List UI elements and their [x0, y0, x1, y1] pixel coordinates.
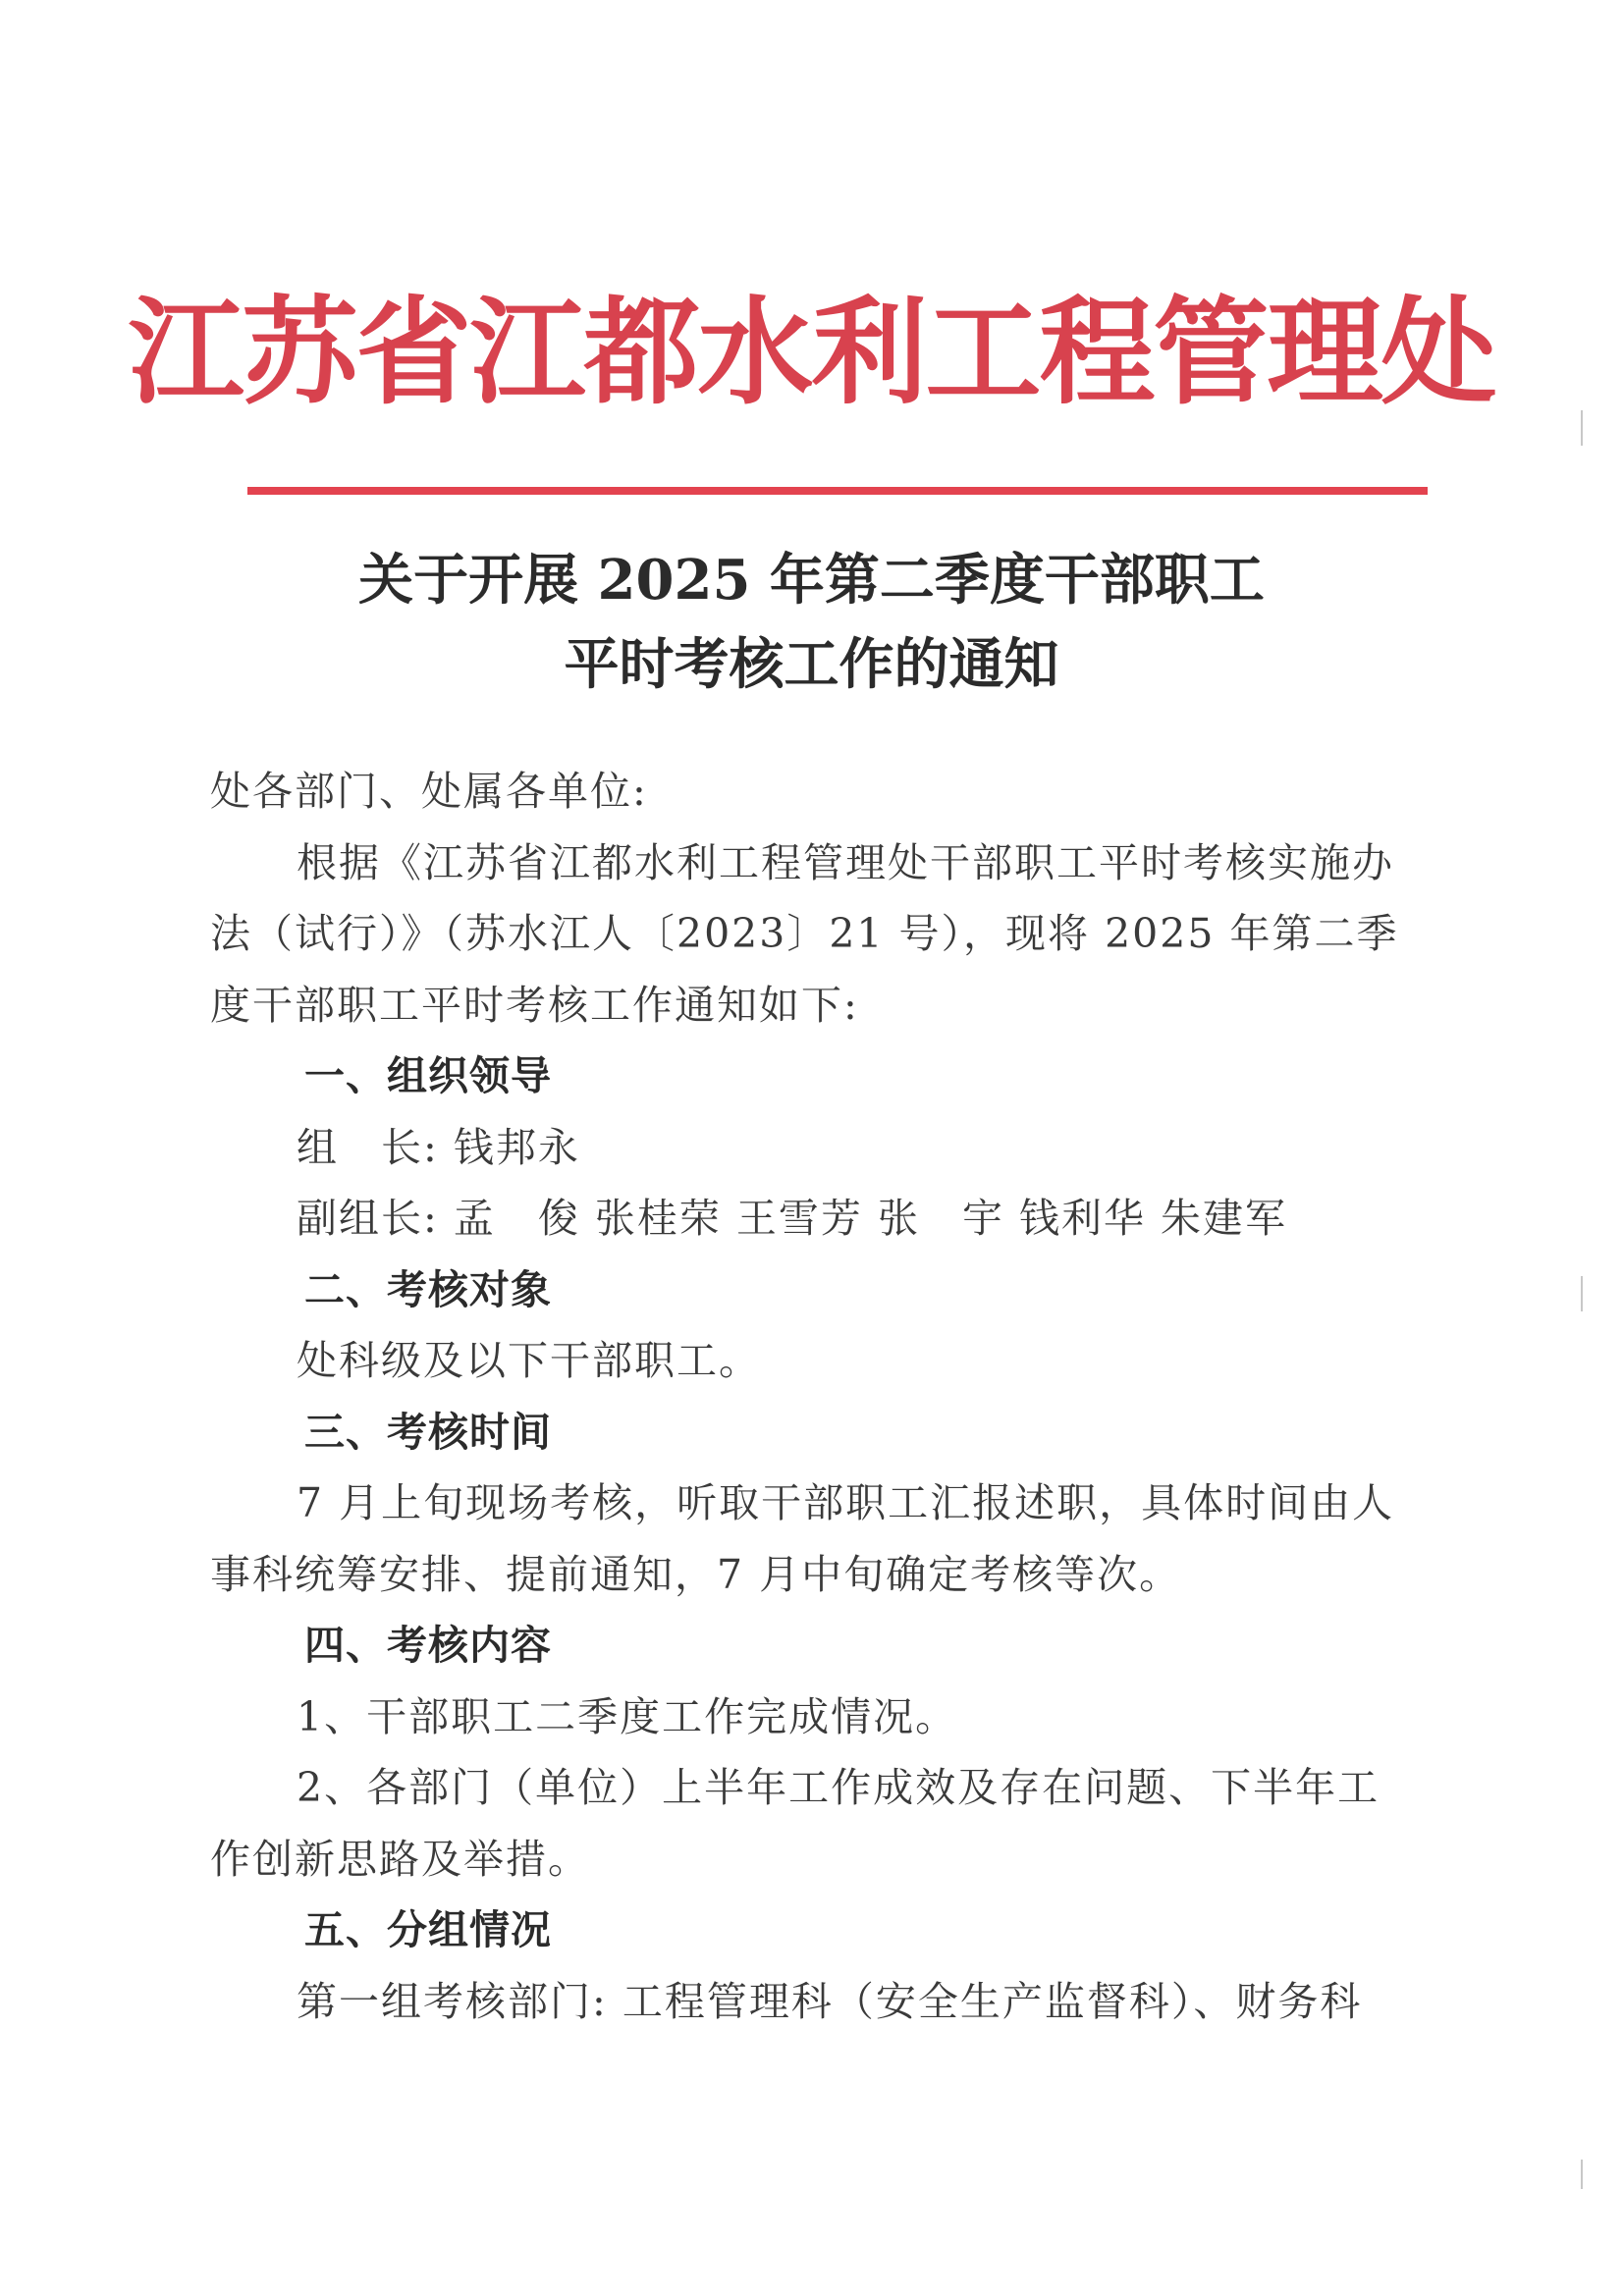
- title-line-2: 平时考核工作的通知: [564, 632, 1059, 697]
- letterhead-red-rule: [247, 487, 1428, 495]
- letterhead-org-name: 江苏省江都水利工程管理处: [128, 284, 1495, 420]
- intro-line-3: 度干部职工平时考核工作通知如下:: [210, 981, 859, 1029]
- section-4-item-1: 1、干部职工二季度工作完成情况。: [297, 1692, 958, 1740]
- section-4-heading: 四、考核内容: [304, 1622, 552, 1669]
- section-5-group-1: 第一组考核部门: 工程管理科（安全生产监督科）、财务科: [297, 1977, 1363, 2025]
- document-title: [0, 538, 1623, 707]
- section-1-heading: 一、组织领导: [304, 1052, 552, 1099]
- scan-mark: [1581, 2160, 1583, 2189]
- section-2-heading: 二、考核对象: [304, 1265, 552, 1313]
- section-2-text: 处科级及以下干部职工。: [297, 1337, 761, 1384]
- intro-line-1: 根据《江苏省江都水利工程管理处干部职工平时考核实施办: [297, 838, 1394, 886]
- deputies-line: 副组长: 孟 俊 张桂荣 王雪芳 张 宇 钱利华 朱建军: [297, 1195, 1288, 1242]
- leader-line: 组 长: 钱邦永: [297, 1123, 580, 1171]
- document-body: [210, 756, 1428, 2037]
- title-line-1: 关于开展 2025 年第二季度干部职工: [358, 548, 1265, 613]
- section-3-line-1: 7 月上旬现场考核，听取干部职工汇报述职，具体时间由人: [297, 1479, 1395, 1526]
- section-5-heading: 五、分组情况: [304, 1906, 552, 1953]
- salutation: 处各部门、处属各单位:: [210, 768, 648, 815]
- scan-mark: [1581, 1276, 1583, 1311]
- section-3-heading: 三、考核时间: [304, 1408, 552, 1456]
- section-3-line-2: 事科统筹安排、提前通知，7 月中旬确定考核等次。: [210, 1550, 1182, 1598]
- section-4-item-2-line-1: 2、各部门（单位）上半年工作成效及存在问题、下半年工: [297, 1764, 1380, 1811]
- section-4-item-2-line-2: 作创新思路及举措。: [210, 1835, 590, 1883]
- scan-mark: [1581, 410, 1583, 446]
- intro-line-2: 法（试行）》（苏水江人〔2023〕21 号），现将 2025 年第二季: [210, 910, 1399, 957]
